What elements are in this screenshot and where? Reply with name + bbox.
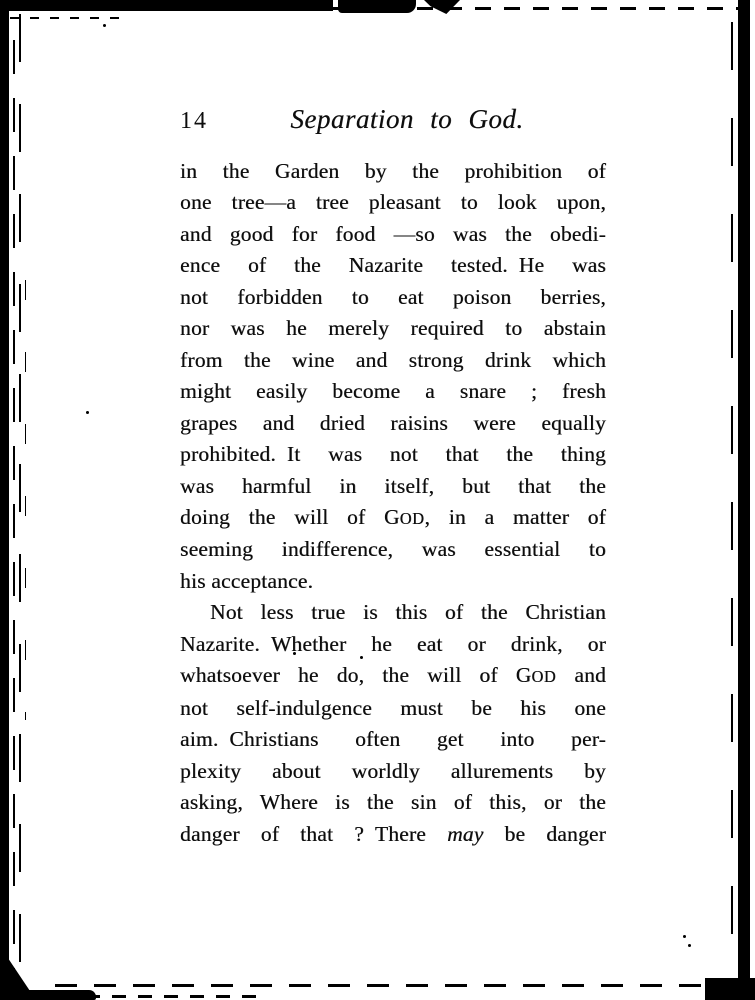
text-segment: Not less true is this of the Christian xyxy=(210,600,606,625)
text-block xyxy=(180,156,606,850)
text-line xyxy=(180,439,606,470)
scan-top-bar xyxy=(0,0,333,11)
text-segment: asking, Where is the sin of this, or the xyxy=(180,790,606,815)
running-title: Separation to God. xyxy=(290,104,524,134)
scan-left-band xyxy=(0,0,9,1000)
text-segment: was harmful in itself, but that the xyxy=(180,473,606,498)
text-line xyxy=(180,471,606,502)
text-segment: OD xyxy=(399,508,425,528)
scan-speck xyxy=(688,944,691,947)
text-segment: and xyxy=(556,663,607,688)
text-segment: doing the will of G xyxy=(180,504,400,529)
text-segment: his acceptance. xyxy=(180,568,314,593)
scan-top-dashed-line xyxy=(330,7,742,10)
text-segment: from the wine and strong drink which xyxy=(180,347,606,372)
text-line xyxy=(180,756,606,787)
text-segment: be danger xyxy=(483,821,606,846)
text-line xyxy=(180,345,606,376)
text-segment: whatsoever he do, the will of G xyxy=(180,663,532,688)
text-segment: nor was he merely required to abstain xyxy=(180,316,606,341)
text-line xyxy=(180,250,606,281)
text-segment: plexity about worldly allurements by xyxy=(180,758,606,783)
scan-speck xyxy=(86,411,89,414)
text-line xyxy=(180,156,606,187)
text-line xyxy=(180,597,606,628)
scan-speck xyxy=(103,24,106,27)
scan-right-band xyxy=(738,0,750,1000)
scan-corner-blob xyxy=(0,990,96,1000)
text-segment: and good for food —so was the obedi- xyxy=(180,221,606,246)
text-segment: prohibited. It was not that the thing xyxy=(180,442,606,467)
text-segment: OD xyxy=(531,667,557,687)
text-segment: may xyxy=(447,821,484,846)
page-number: 14 xyxy=(180,108,208,134)
text-segment: not forbidden to eat poison berries, xyxy=(180,284,606,309)
text-line xyxy=(180,724,606,755)
text-segment: Nazarite. Whether he eat or drink, or xyxy=(180,631,606,656)
scan-scratch-line xyxy=(13,40,15,990)
text-segment: danger of that ? There xyxy=(180,821,448,846)
text-segment: might easily become a snare ; fresh xyxy=(180,379,606,404)
scan-bottom-dashed-line xyxy=(55,984,715,987)
text-line xyxy=(180,502,606,534)
scan-top-dashed-line xyxy=(10,17,130,19)
text-line xyxy=(180,629,606,660)
scan-speck xyxy=(683,935,686,938)
text-line xyxy=(180,566,606,597)
text-line xyxy=(180,282,606,313)
scan-scratch-line xyxy=(19,0,21,992)
text-segment: one tree—a tree pleasant to look upon, xyxy=(180,190,606,215)
text-segment: in the Garden by the prohibition of xyxy=(180,159,606,183)
text-line xyxy=(180,187,606,218)
text-line xyxy=(180,787,606,818)
scan-scratch-line xyxy=(25,280,26,720)
text-segment: , in a matter of xyxy=(424,504,606,529)
text-line xyxy=(180,819,606,850)
text-line xyxy=(180,693,606,724)
text-segment: seeming indifference, was essential to xyxy=(180,537,606,562)
page-header xyxy=(180,104,606,140)
text-line xyxy=(180,408,606,439)
text-line xyxy=(180,219,606,250)
text-line xyxy=(180,660,606,692)
text-segment: aim. Christians often get into per- xyxy=(180,727,606,752)
scan-corner-blob xyxy=(705,978,755,1000)
text-segment: grapes and dried raisins were equally xyxy=(180,410,606,435)
text-segment: ence of the Nazarite tested. He was xyxy=(180,253,606,278)
scan-scratch-line xyxy=(731,0,733,996)
text-line xyxy=(180,376,606,407)
text-line xyxy=(180,313,606,344)
text-segment: not self-indulgence must be his one xyxy=(180,695,606,720)
text-line xyxy=(180,534,606,565)
